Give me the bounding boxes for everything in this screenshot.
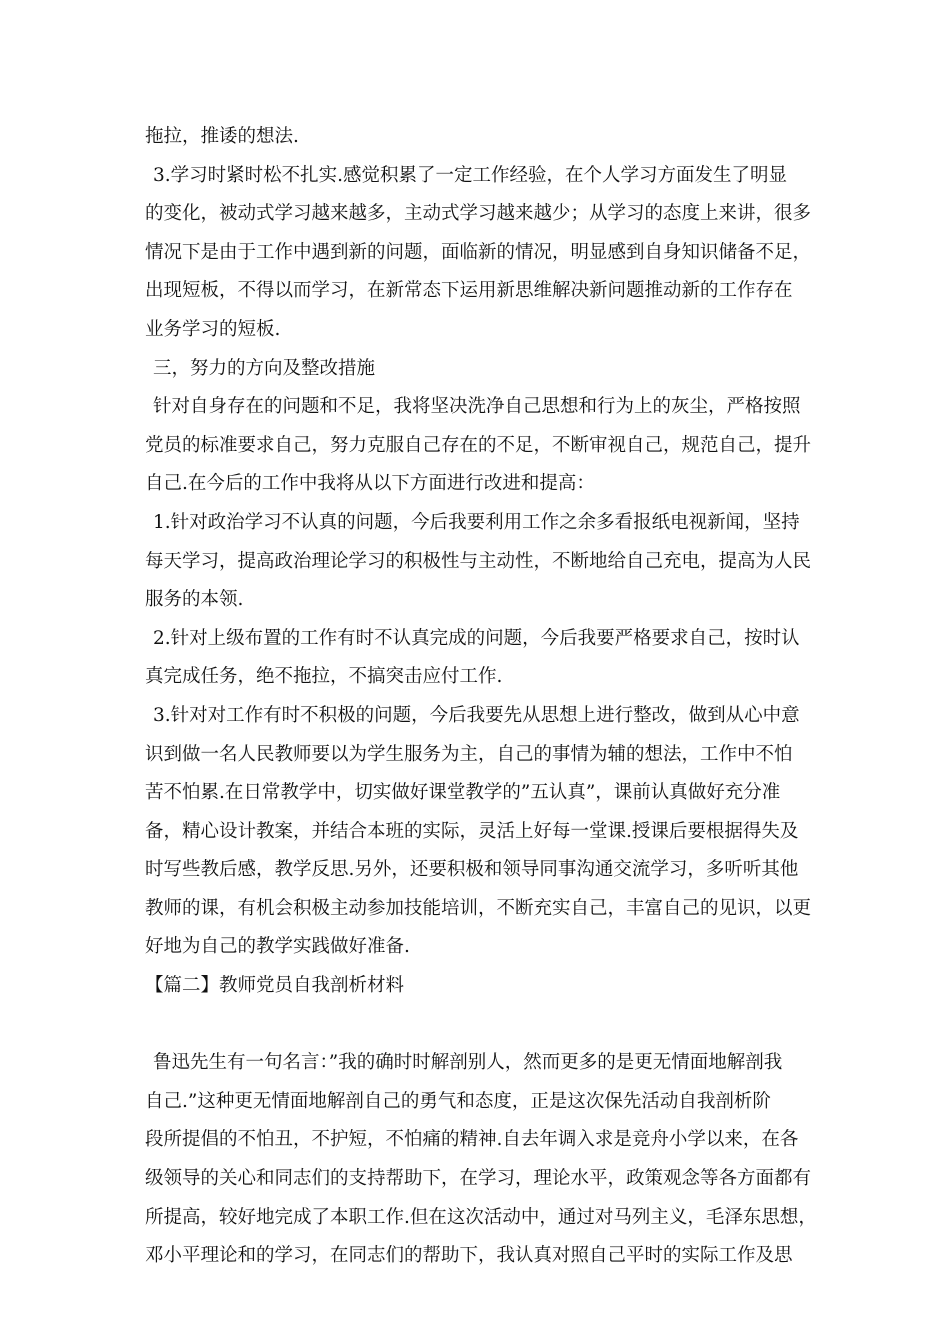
list-item-3-line: 3.学习时紧时松不扎实.感觉积累了一定工作经验，在个人学习方面发生了明显 [153, 164, 788, 186]
text-line: 教师的课，有机会积极主动参加技能培训，不断充实自己，丰富自己的见识，以更 [145, 897, 812, 919]
text-line: 备，精心设计教案，并结合本班的实际，灵活上好每一堂课.授课后要根据得失及 [145, 820, 799, 842]
measure-2-line: 2.针对上级布置的工作有时不认真完成的问题，今后我要严格要求自己，按时认 [153, 627, 800, 649]
text-line: 业务学习的短板. [145, 318, 281, 340]
text-line: 真完成任务，绝不拖拉，不搞突击应付工作. [145, 666, 503, 688]
text-line: 的变化，被动式学习越来越多，主动式学习越来越少；从学习的态度上来讲，很多 [145, 203, 812, 225]
blank-line [145, 1006, 810, 1045]
text-line: 段所提倡的不怕丑，不护短，不怕痛的精神.自去年调入求是竞舟小学以来，在各 [145, 1129, 799, 1151]
text-line: 出现短板，不得以而学习，在新常态下运用新思维解决新问题推动新的工作存在 [145, 280, 793, 302]
text-line: 党员的标准要求自己，努力克服自己存在的不足，不断审视自己，规范自己，提升 [145, 434, 812, 456]
text-line: 邓小平理论和的学习，在同志们的帮助下，我认真对照自己平时的实际工作及思 [145, 1245, 793, 1267]
text-line: 自己.在今后的工作中我将从以下方面进行改进和提高： [145, 473, 595, 495]
text-line: 情况下是由于工作中遇到新的问题，面临新的情况，明显感到自身知识储备不足， [145, 241, 812, 263]
text-line: 时写些教后感，教学反思.另外，还要积极和领导同事沟通交流学习，多听听其他 [145, 859, 799, 881]
text-line: 自己.”这种更无情面地解剖自己的勇气和态度，正是这次保先活动自我剖析阶 [145, 1090, 771, 1112]
text-line: 拖拉，推诿的想法. [145, 126, 299, 147]
text-line: 好地为自己的教学实践做好准备. [145, 936, 410, 958]
measure-1-line: 1.针对政治学习不认真的问题，今后我要利用工作之余多看报纸电视新闻，坚持 [153, 511, 800, 533]
text-line: 每天学习，提高政治理论学习的积极性与主动性，不断地给自己充电，提高为人民 [145, 550, 812, 572]
text-line: 级领导的关心和同志们的支持帮助下，在学习，理论水平，政策观念等各方面都有 [145, 1168, 812, 1190]
text-line: 所提高，较好地完成了本职工作.但在这次活动中，通过对马列主义，毛泽东思想， [145, 1206, 817, 1228]
paragraph-start-line: 针对自身存在的问题和不足，我将坚决洗净自己思想和行为上的灰尘，严格按照 [153, 396, 801, 418]
section-three-heading: 三，努力的方向及整改措施 [153, 357, 376, 379]
section-heading: 【篇二】教师党员自我剖析材料 [145, 975, 405, 997]
measure-3-line: 3.针对对工作有时不积极的问题，今后我要先从思想上进行整改，做到从心中意 [153, 704, 800, 726]
paragraph-start-line: 鲁迅先生有一句名言：”我的确时时解剖别人，然而更多的是更无情面地解剖我 [153, 1052, 783, 1074]
document-page [145, 118, 817, 1276]
text-line: 识到做一名人民教师要以为学生服务为主，自己的事情为辅的想法，工作中不怕 [145, 743, 793, 765]
text-line: 苦不怕累.在日常教学中，切实做好课堂教学的”五认真”，课前认真做好充分准 [145, 782, 781, 804]
text-line: 服务的本领. [145, 589, 244, 611]
